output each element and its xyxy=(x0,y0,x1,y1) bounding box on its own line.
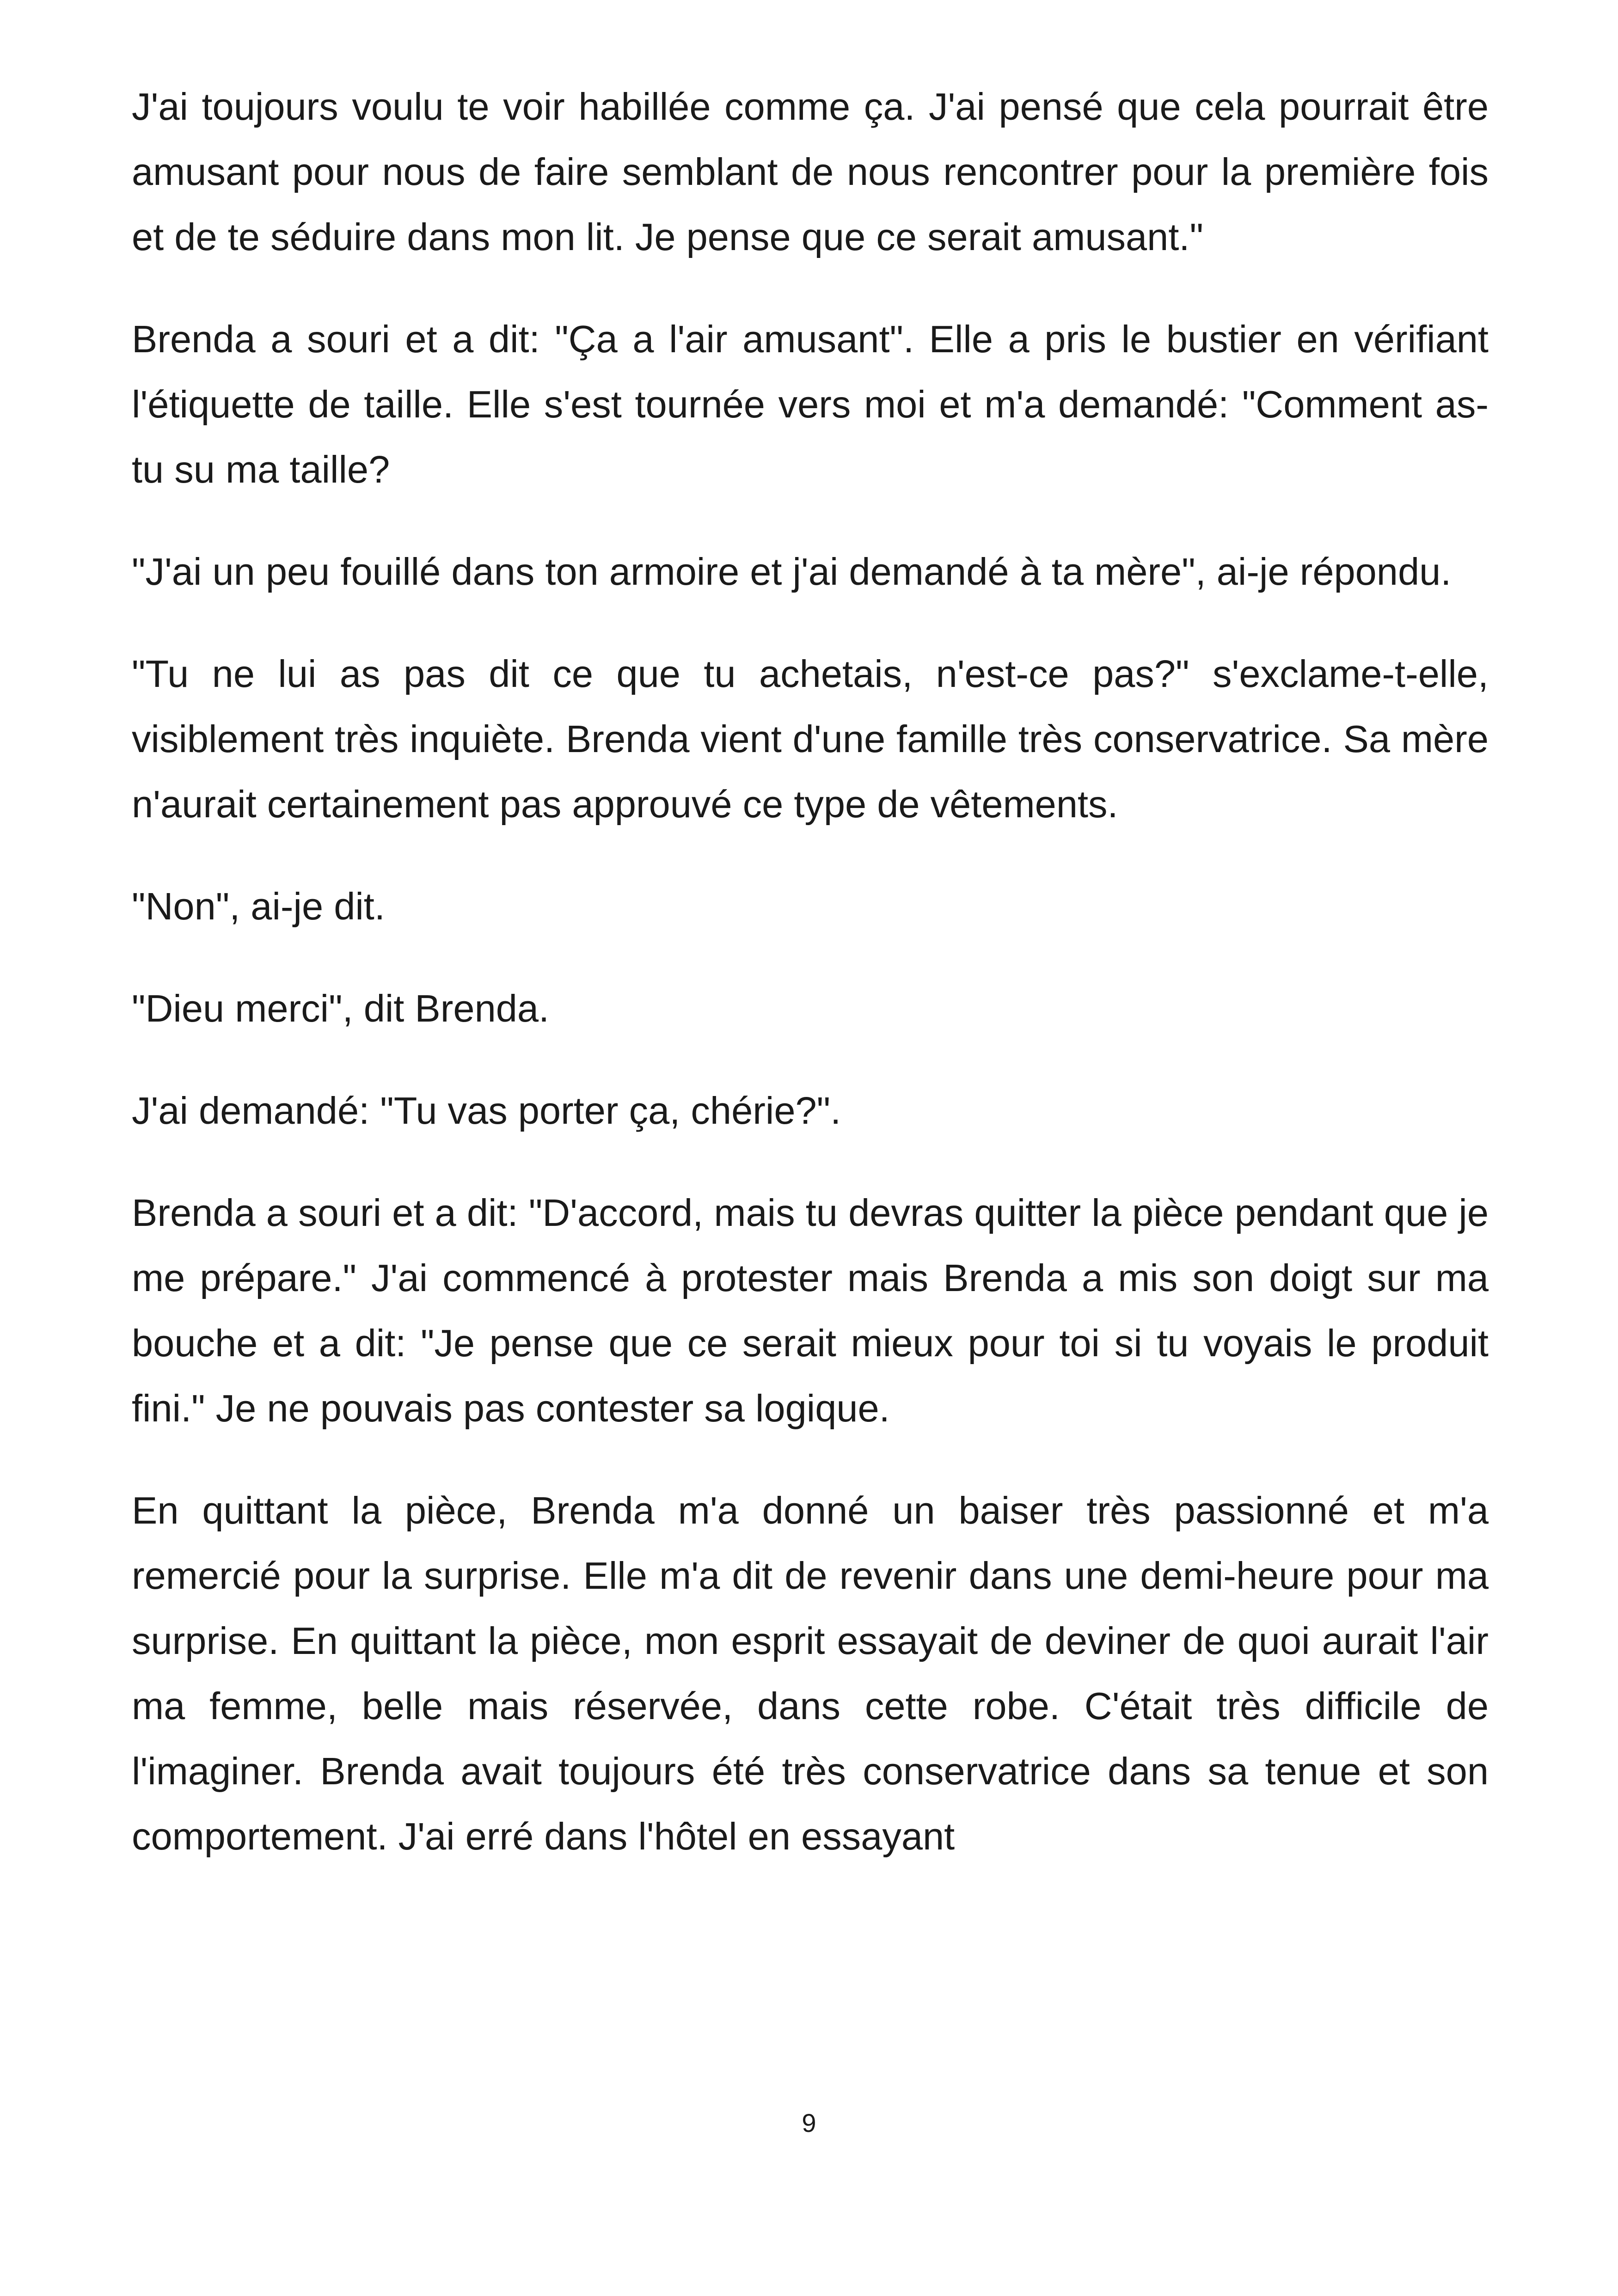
paragraph: "J'ai un peu fouillé dans ton armoire et j'ai demandé à ta mère", ai-je répondu. xyxy=(132,550,1452,593)
paragraph: "Non", ai-je dit. xyxy=(132,885,385,928)
paragraph: Brenda a souri et a dit: "D'accord, mais tu devras quitter la pièce pendant que je me prépare." J'ai commencé à protester mais Brenda a mis son doigt sur ma bouche et a dit: "Je pense que ce serait mieux pour toi si tu voyais le produit fini." Je ne pouvais pas contester sa logique. xyxy=(132,1191,1489,1430)
paragraph: "Dieu merci", dit Brenda. xyxy=(132,987,550,1030)
paragraph: J'ai toujours voulu te voir habillée comme ça. J'ai pensé que cela pourrait être amusant pour nous de faire semblant de nous rencontrer pour la première fois et de te séduire dans mon lit. Je pense que ce serait amusant." xyxy=(132,85,1489,258)
body-text xyxy=(132,74,1489,1869)
paragraph: "Tu ne lui as pas dit ce que tu achetais, n'est-ce pas?" s'exclame-t-elle, visiblement très inquiète. Brenda vient d'une famille très conservatrice. Sa mère n'aurait certainement pas approuvé ce type de vêtements. xyxy=(132,652,1489,826)
paragraph: En quittant la pièce, Brenda m'a donné un baiser très passionné et m'a remercié pour la surprise. Elle m'a dit de revenir dans une demi-heure pour ma surprise. En quittant la pièce, mon esprit essayait de deviner de quoi aurait l'air ma femme, belle mais réservée, dans cette robe. C'était très difficile de l'imaginer. Brenda avait toujours été très conservatrice dans sa tenue et son comportement. J'ai erré dans l'hôtel en essayant xyxy=(132,1489,1489,1858)
paragraph: Brenda a souri et a dit: "Ça a l'air amusant". Elle a pris le bustier en vérifiant l'étiquette de taille. Elle s'est tournée vers moi et m'a demandé: "Comment as-tu su ma taille? xyxy=(132,318,1489,491)
paragraph: J'ai demandé: "Tu vas porter ça, chérie?". xyxy=(132,1089,841,1132)
page-number: 9 xyxy=(802,2108,816,2137)
